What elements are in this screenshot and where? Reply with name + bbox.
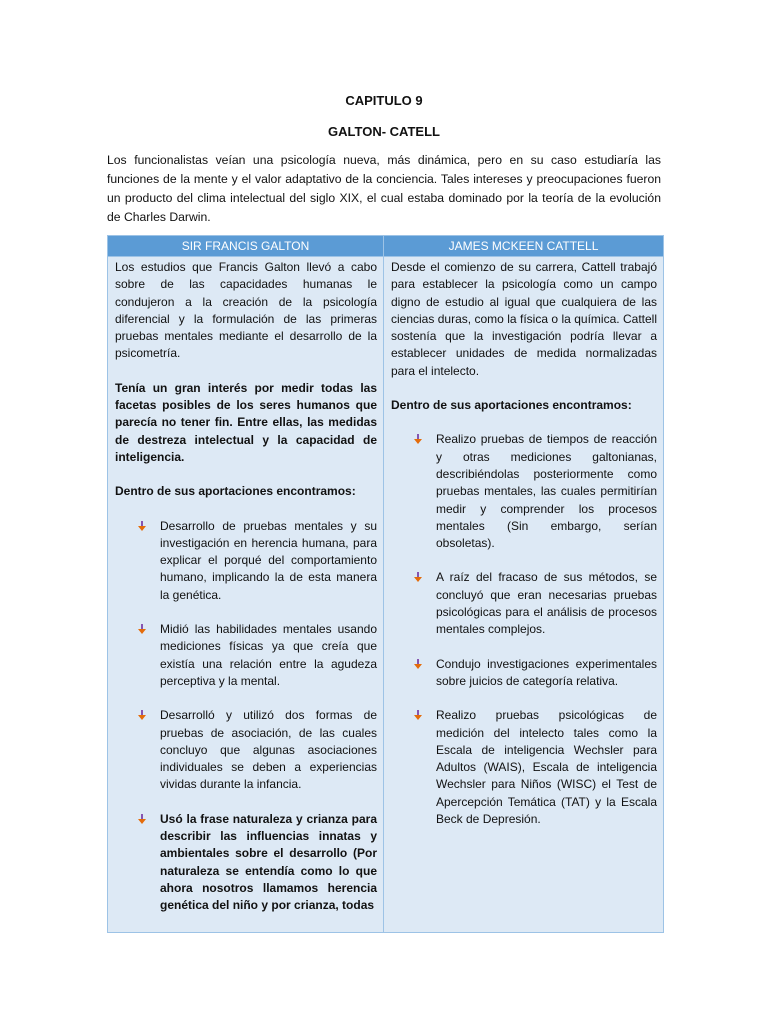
galton-contributions-heading: Dentro de sus aportaciones encontramos: xyxy=(115,484,356,499)
galton-paragraph-2: Tenía un gran interés por medir todas las facetas posibles de los seres humanos que parecía no tener fin. Entre ellas, las medidas de destreza intelectual y la capacidad de inteligencia. xyxy=(115,380,377,464)
list-item: Desarrollo de pruebas mentales y su investigación en herencia humana, para explicar el porqué del comportamiento humano, implicando la de esta manera la genética. xyxy=(115,518,377,604)
arrow-bullet-icon xyxy=(137,710,147,721)
list-item: Usó la frase naturaleza y crianza para describir las influencias innatas y ambientales sobre el desarrollo (Por naturaleza se entendía como lo que ahora nosotros llamamos herencia genética del niño y por crianza, todas xyxy=(115,811,377,915)
arrow-bullet-icon xyxy=(137,521,147,532)
header-galton: SIR FRANCIS GALTON xyxy=(108,236,384,257)
table-row xyxy=(108,257,664,933)
list-item: Midió las habilidades mentales usando mediciones físicas ya que creía que existía una relación entre la agudeza perceptiva y la mental. xyxy=(115,621,377,690)
chapter-title: CAPITULO 9 xyxy=(345,93,423,108)
galton-paragraph-1: Los estudios que Francis Galton llevó a cabo sobre de las capacidades humanas le condujeron a la creación de la psicología diferencial y la formulación de las primeras pruebas mentales mediante el desarrollo de la psicometría. xyxy=(115,260,377,361)
table-header-row xyxy=(108,236,664,257)
cattell-contributions-heading: Dentro de sus aportaciones encontramos: xyxy=(391,398,632,413)
arrow-bullet-icon xyxy=(137,624,147,635)
cattell-paragraph-1: Desde el comienzo de su carrera, Cattell trabajó para establecer la psicología como un campo digno de estudio al igual que cualquiera de las ciencias duras, como la física o la química. Cattell sostenía que la investigación podría llevar a establecer unidades de medida normalizadas para el intelecto. xyxy=(391,260,657,378)
header-cattell: JAMES MCKEEN CATTELL xyxy=(384,236,664,257)
chapter-subtitle: GALTON- CATELL xyxy=(328,124,440,139)
list-item: A raíz del fracaso de sus métodos, se concluyó que eran necesarias pruebas psicológicas para el análisis de procesos mentales complejos. xyxy=(391,569,657,638)
list-item: Realizo pruebas de tiempos de reacción y otras mediciones galtonianas, describiéndolas posteriormente como pruebas mentales, las cuales permitirían medir y comprender los procesos mentales (Sin embargo, serían obsoletas). xyxy=(391,431,657,552)
list-item: Desarrolló y utilizó dos formas de pruebas de asociación, de las cuales concluyo que algunas asociaciones individuales se deben a experiencias vividas durante la infancia. xyxy=(115,707,377,793)
arrow-bullet-icon xyxy=(413,710,423,721)
galton-column xyxy=(108,257,384,933)
cattell-column xyxy=(384,257,664,933)
arrow-bullet-icon xyxy=(413,434,423,445)
arrow-bullet-icon xyxy=(413,572,423,583)
arrow-bullet-icon xyxy=(413,659,423,670)
cattell-contributions-list xyxy=(391,431,657,828)
galton-contributions-list xyxy=(115,518,377,915)
intro-paragraph: Los funcionalistas veían una psicología nueva, más dinámica, pero en su caso estudiaría las funciones de la mente y el valor adaptativo de la conciencia. Tales intereses y preocupaciones fueron un producto del clima intelectual del siglo XIX, el cual estaba dominado por la teoría de la evolución de Charles Darwin. xyxy=(107,153,661,224)
arrow-bullet-icon xyxy=(137,814,147,825)
list-item: Realizo pruebas psicológicas de medición del intelecto tales como la Escala de inteligencia Wechsler para Adultos (WAIS), Escala de inteligencia Wechsler para Niños (WISC) el Test de Apercepción Temática (TAT) y la Escala Beck de Depresión. xyxy=(391,707,657,828)
list-item: Condujo investigaciones experimentales sobre juicios de categoría relativa. xyxy=(391,656,657,691)
comparison-table xyxy=(107,235,664,933)
